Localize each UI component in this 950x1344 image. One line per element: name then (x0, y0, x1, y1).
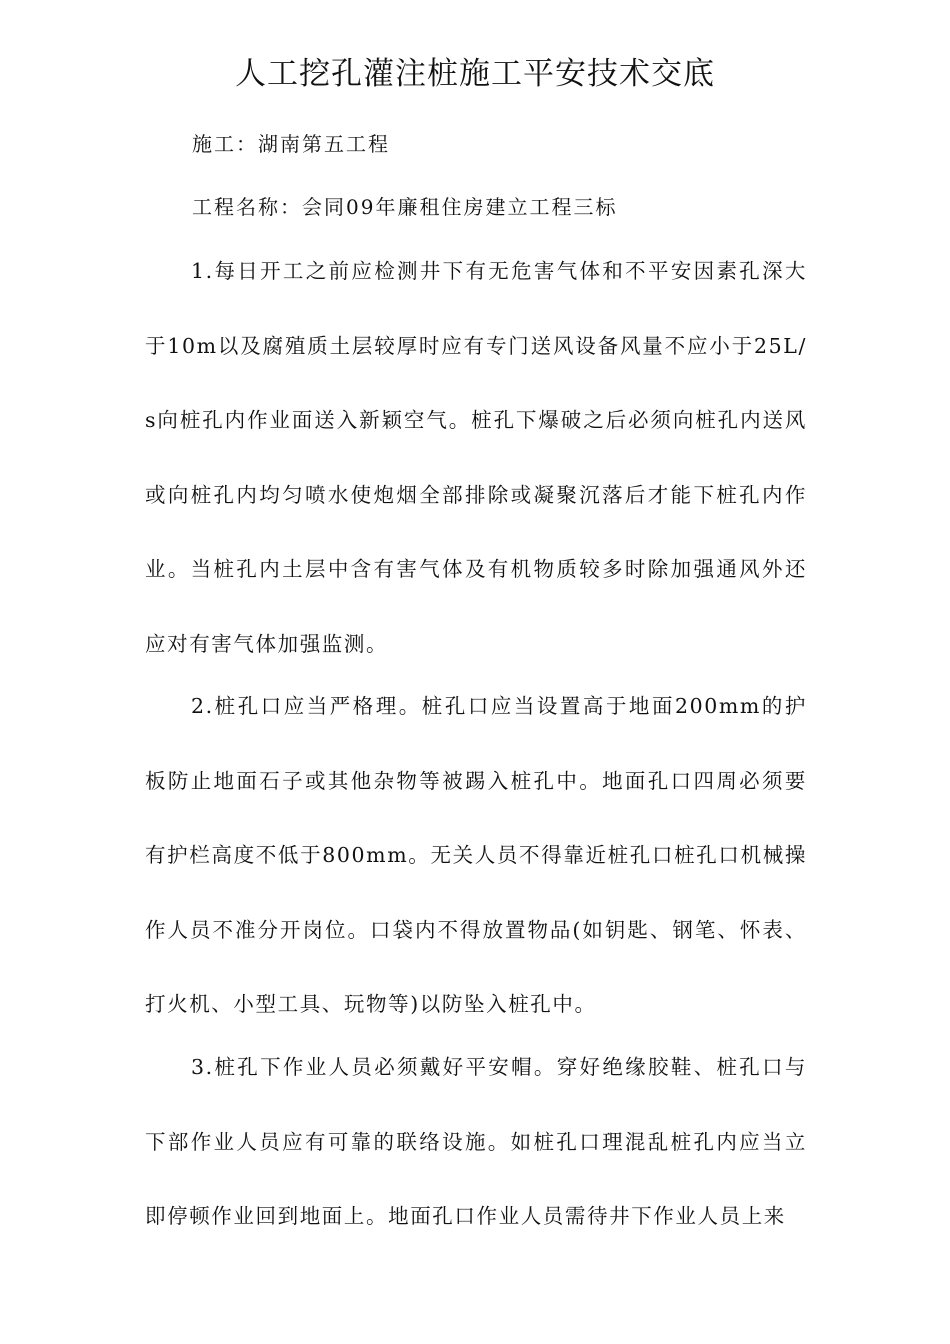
paragraph-2: 2.桩孔口应当严格理。桩孔口应当设置高于地面200mm的护板防止地面石子或其他杂物等被踢入桩孔中。地面孔口四周必须要有护栏高度不低于800mm。无关人员不得靠近桩孔口桩孔口机械操作人员不准分开岗位。口袋内不得放置物品(如钥匙、钢笔、怀表、打火机、小型工具、玩物等)以防坠入桩孔中。 (145, 694, 807, 1016)
document-title: 人工挖孔灌注桩施工平安技术交底 (235, 56, 715, 92)
paragraph-3: 3.桩孔下作业人员必须戴好平安帽。穿好绝缘胶鞋、桩孔口与下部作业人员应有可靠的联络设施。如桩孔口理混乱桩孔内应当立即停顿作业回到地面上。地面孔口作业人员需待井下作业人员上来 (145, 1055, 807, 1228)
construction-unit-line: 施工：湖南第五工程 (192, 132, 390, 156)
project-name-line: 工程名称：会同09年廉租住房建立工程三标 (192, 195, 618, 219)
paragraph-1: 1.每日开工之前应检测井下有无危害气体和不平安因素孔深大于10m以及腐殖质土层较厚时应有专门送风设备风量不应小于25L/s向桩孔内作业面送入新颖空气。桩孔下爆破之后必须向桩孔内送风或向桩孔内均匀喷水使炮烟全部排除或凝聚沉落后才能下桩孔内作业。当桩孔内土层中含有害气体及有机物质较多时除加强通风外还应对有害气体加强监测。 (145, 259, 807, 656)
